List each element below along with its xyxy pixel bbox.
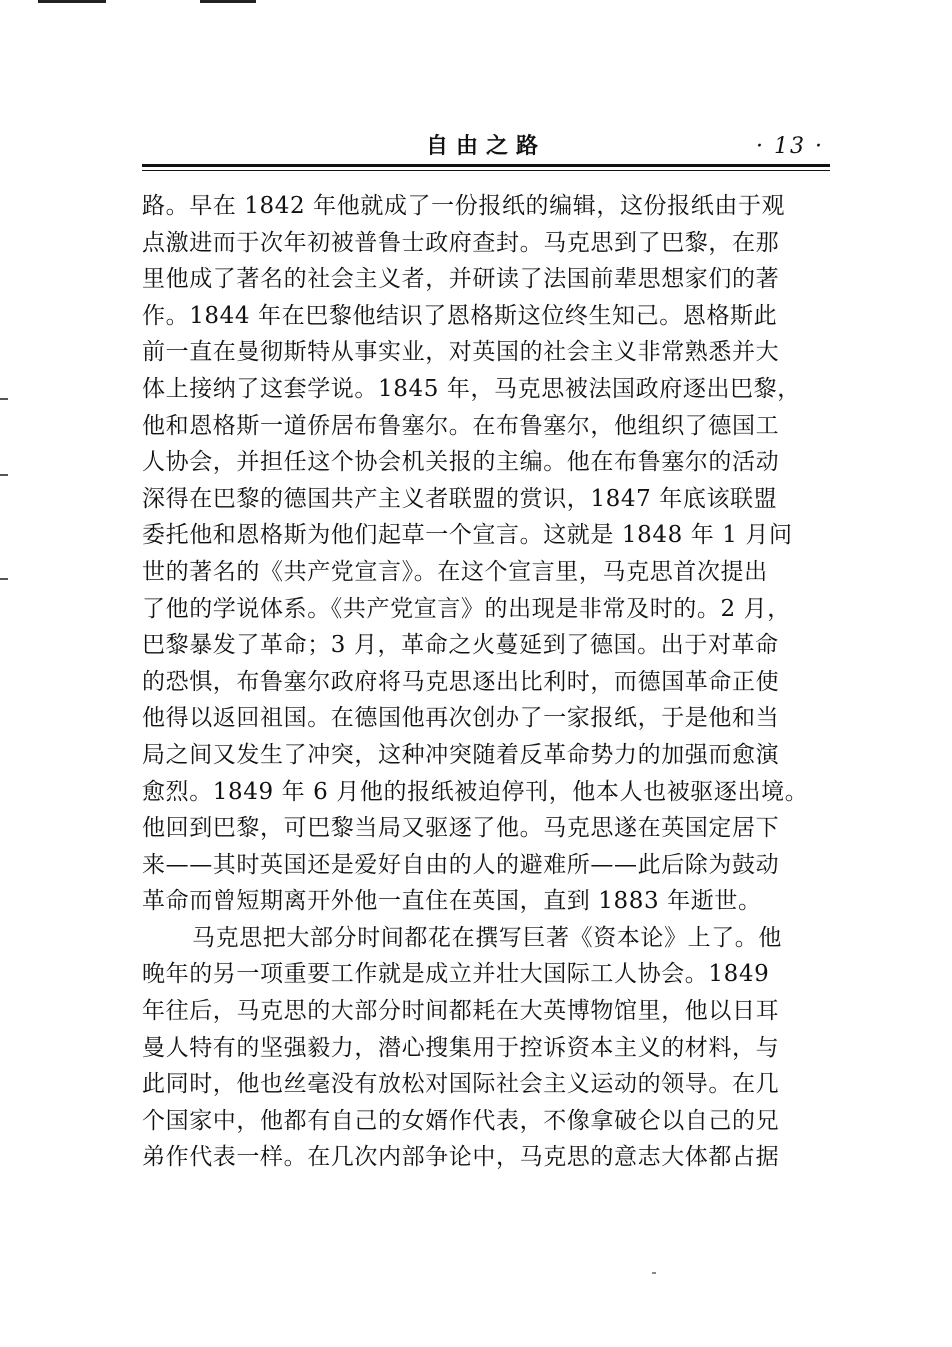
- text-line: 里他成了著名的社会主义者，并研读了法国前辈思想家们的著: [142, 266, 780, 293]
- scan-speck: [652, 1272, 656, 1274]
- text-line: 深得在巴黎的德国共产主义者联盟的赏识，1847 年底该联盟: [142, 485, 778, 512]
- text-line: 年往后，马克思的大部分时间都耗在大英博物馆里，他以日耳: [142, 998, 780, 1025]
- text-line: 局之间又发生了冲突，这种冲突随着反革命势力的加强而愈演: [142, 741, 780, 768]
- text-line: 巴黎暴发了革命；3 月，革命之火蔓延到了德国。出于对革命: [142, 632, 779, 659]
- margin-tick: [0, 578, 8, 580]
- text-line: 点激进而于次年初被普鲁士政府查封。马克思到了巴黎，在那: [142, 229, 780, 256]
- running-title: 自由之路: [425, 134, 546, 159]
- text-line: 曼人特有的坚强毅力，潜心搜集用于控诉资本主义的材料，与: [142, 1034, 780, 1061]
- text-line: 委托他和恩格斯为他们起草一个宣言。这就是 1848 年 1 月问: [142, 522, 793, 549]
- scan-edge-mark-left: [38, 0, 106, 3]
- text-line: 马克思把大部分时间都花在撰写巨著《资本论》上了。他: [192, 924, 782, 951]
- text-line: 晚年的另一项重要工作就是成立并壮大国际工人协会。1849: [142, 961, 770, 988]
- text-line: 世的著名的《共产党宣言》。在这个宣言里，马克思首次提出: [142, 558, 768, 585]
- margin-tick: [0, 398, 8, 400]
- text-line: 作。1844 年在巴黎他结识了恩格斯这位终生知己。恩格斯此: [142, 302, 778, 329]
- text-line: 愈烈。1849 年 6 月他的报纸被迫停刊，他本人也被驱逐出境。: [142, 778, 809, 805]
- text-line: 弟作代表一样。在几次内部争论中，马克思的意志大体都占据: [142, 1144, 780, 1171]
- text-line: 的恐惧，布鲁塞尔政府将马克思逐出比利时，而德国革命正使: [142, 668, 780, 695]
- text-line: 此同时，他也丝毫没有放松对国际社会主义运动的领导。在几: [142, 1071, 780, 1098]
- text-line: 个国家中，他都有自己的女婿作代表，不像拿破仑以自己的兄: [142, 1107, 780, 1134]
- text-line: 了他的学说体系。《共产党宣言》的出现是非常及时的。2 月，: [142, 595, 791, 622]
- header-rule-thick: [142, 164, 830, 167]
- text-line: 他和恩格斯一道侨居布鲁塞尔。在布鲁塞尔，他组织了德国工: [142, 412, 780, 439]
- header-rule-thin: [142, 170, 830, 171]
- scan-edge-mark-right: [200, 0, 256, 3]
- text-line: 路。早在 1842 年他就成了一份报纸的编辑，这份报纸由于观: [142, 193, 786, 219]
- text-line: 他回到巴黎，可巴黎当局又驱逐了他。马克思遂在英国定居下: [142, 815, 780, 842]
- text-line: 革命而曾短期离开外他一直住在英国，直到 1883 年逝世。: [142, 888, 762, 915]
- text-line: 人协会，并担任这个协会机关报的主编。他在布鲁塞尔的活动: [142, 449, 780, 476]
- text-line: 他得以返回祖国。在德国他再次创办了一家报纸，于是他和当: [142, 705, 780, 732]
- page-header: [142, 132, 830, 168]
- text-line: 来——其时英国还是爱好自由的人的避难所——此后除为鼓动: [142, 851, 780, 878]
- text-line: 前一直在曼彻斯特从事实业，对英国的社会主义非常熟悉并大: [142, 339, 780, 366]
- margin-tick: [0, 474, 8, 476]
- body-text: [142, 188, 834, 1176]
- text-line: 体上接纳了这套学说。1845 年，马克思被法国政府逐出巴黎，: [142, 375, 801, 402]
- page-number: · 13 ·: [756, 134, 824, 159]
